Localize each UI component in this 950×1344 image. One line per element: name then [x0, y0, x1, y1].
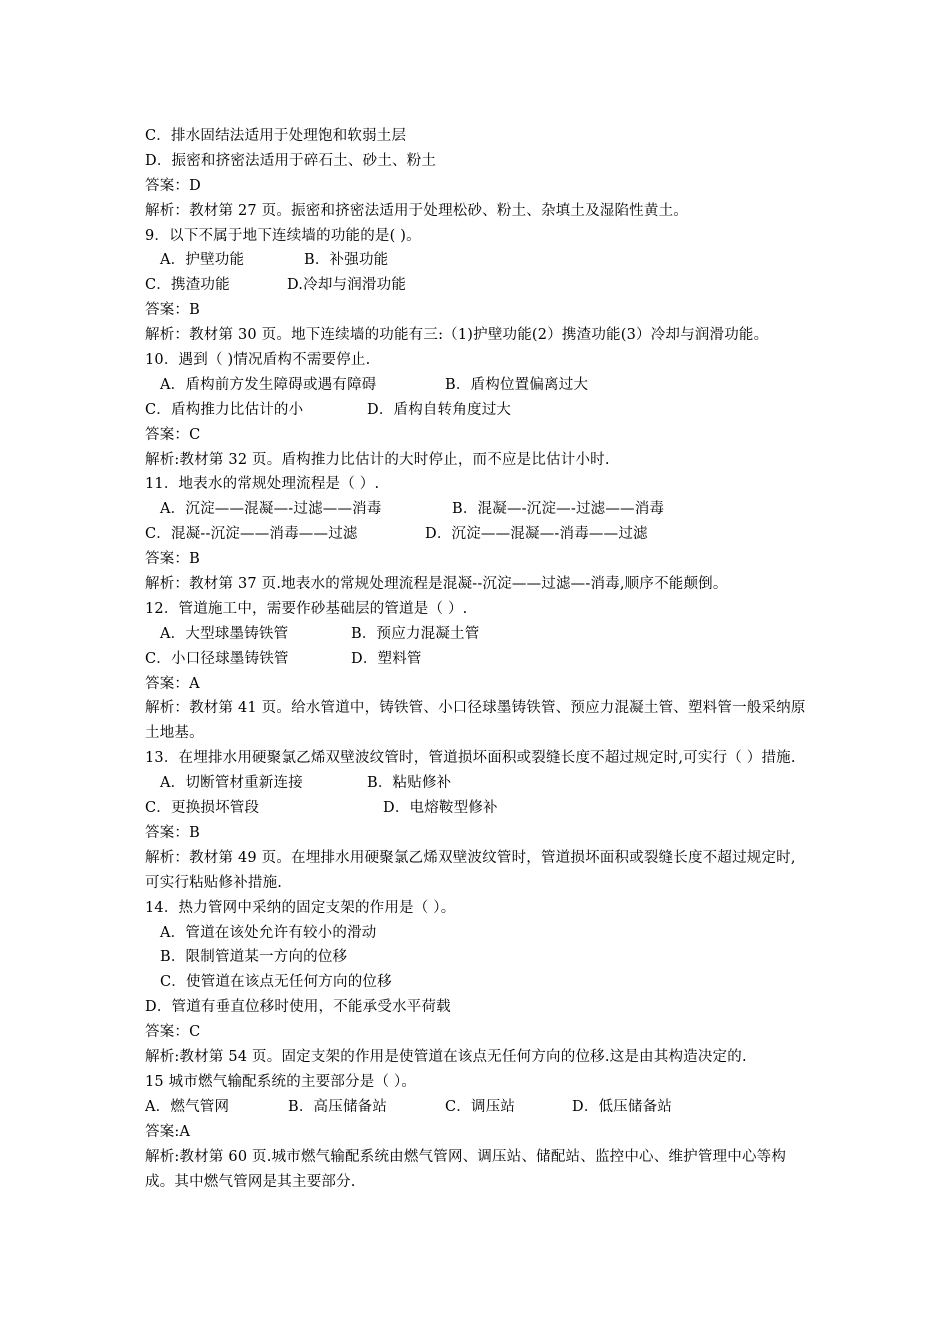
option-d: D．盾构自转角度过大 — [367, 401, 512, 418]
option-b: B．补强功能 — [304, 252, 389, 269]
explanation-15: 解析:教材第 60 页.城市燃气输配系统由燃气管网、调压站、储配站、监控中心、维护管理中心等构成。其中燃气管网是其主要部分. — [145, 1148, 787, 1190]
question-15-options — [145, 1095, 810, 1120]
option-a: A．大型球墨铸铁管 — [160, 625, 289, 642]
option-a: A．沉淀——混凝—-过滤——消毒 — [160, 501, 382, 518]
option-b: B．预应力混凝土管 — [351, 625, 480, 642]
answer-12: 答案：A — [145, 675, 200, 692]
option-c: C．调压站 — [445, 1098, 516, 1115]
option-b: B．限制管道某一方向的位移 — [160, 949, 348, 966]
answer-prev: 答案：D — [145, 177, 201, 194]
answer-9: 答案：B — [145, 302, 200, 319]
explanation-prev: 解析：教材第 27 页。振密和挤密法适用于处理松砂、粉土、杂填土及湿陷性黄土。 — [145, 202, 688, 219]
option-c: C．使管道在该点无任何方向的位移 — [160, 974, 392, 991]
answer-11: 答案：B — [145, 551, 200, 568]
answer-14: 答案：C — [145, 1024, 201, 1041]
option-b: B．混凝—-沉淀—-过滤——消毒 — [452, 501, 665, 518]
question-12: 12．管道施工中，需要作砂基础层的管道是（ ）. — [145, 600, 468, 617]
option-d: D.冷却与润滑功能 — [287, 277, 407, 294]
option-b: B．粘贴修补 — [367, 775, 452, 792]
option-b: B．盾构位置偏离过大 — [445, 376, 589, 393]
option-b: B．高压储备站 — [288, 1098, 388, 1115]
question-10: 10．遇到（ )情况盾构不需要停止. — [145, 352, 371, 369]
question-9: 9．以下不属于地下连续墙的功能的是( )。 — [145, 227, 421, 244]
option-a: A．燃气管网 — [145, 1098, 230, 1115]
question-11: 11．地表水的常规处理流程是（ ）. — [145, 476, 380, 493]
explanation-14: 解析:教材第 54 页。固定支架的作用是使管道在该点无任何方向的位移.这是由其构造决定的. — [145, 1049, 747, 1066]
option-a: A．切断管材重新连接 — [160, 775, 303, 792]
question-13: 13．在埋排水用硬聚氯乙烯双壁波纹管时，管道损坏面积或裂缝长度不超过规定时,可实行（ ）措施. — [145, 750, 796, 767]
option-c-prev: C．排水固结法适用于处理饱和软弱土层 — [145, 128, 407, 144]
explanation-10: 解析:教材第 32 页。盾构推力比估计的大时停止，而不应是比估计小时. — [145, 451, 610, 468]
question-11-options-cd — [145, 522, 810, 547]
option-d: D．电熔鞍型修补 — [383, 800, 498, 817]
explanation-11: 解析：教材第 37 页.地表水的常规处理流程是混凝--沉淀——过滤—-消毒,顺序不能颠倒。 — [145, 576, 728, 593]
option-d: D．低压储备站 — [572, 1098, 673, 1115]
document-body — [145, 124, 810, 1194]
question-10-options-cd — [145, 398, 810, 423]
question-13-options-cd — [145, 796, 810, 821]
option-a: A．护壁功能 — [160, 252, 245, 269]
option-d: D．沉淀——混凝—-消毒——过滤 — [425, 526, 648, 543]
explanation-12: 解析：教材第 41 页。给水管道中，铸铁管、小口径球墨铸铁管、预应力混凝土管、塑料管一般采纳原土地基。 — [145, 700, 806, 742]
option-a: A．盾构前方发生障碍或遇有障碍 — [160, 376, 377, 393]
option-d: D．塑料管 — [351, 650, 422, 667]
question-14: 14．热力管网中采纳的固定支架的作用是（ ）。 — [145, 899, 456, 916]
question-9-options-cd — [145, 273, 810, 298]
option-d: D．管道有垂直位移时使用，不能承受水平荷载 — [145, 999, 451, 1016]
answer-15: 答案:A — [145, 1123, 191, 1140]
question-11-options-ab — [145, 497, 810, 522]
explanation-13: 解析：教材第 49 页。在埋排水用硬聚氯乙烯双壁波纹管时，管道损坏面积或裂缝长度不超过规定时,可实行粘贴修补措施. — [145, 849, 796, 891]
question-12-options-ab — [145, 622, 810, 647]
question-13-options-ab — [145, 771, 810, 796]
question-12-options-cd — [145, 647, 810, 672]
option-a: A．管道在该处允许有较小的滑动 — [160, 924, 377, 941]
option-c: C．携渣功能 — [145, 277, 230, 294]
answer-10: 答案：C — [145, 426, 201, 443]
question-10-options-ab — [145, 373, 810, 398]
option-c: C．混凝--沉淀——消毒——过滤 — [145, 526, 358, 543]
explanation-9: 解析：教材第 30 页。地下连续墙的功能有三:（1)护壁功能(2）携渣功能(3）冷却与润滑功能。 — [145, 327, 769, 344]
answer-13: 答案：B — [145, 824, 200, 841]
option-c: C．更换损坏管段 — [145, 800, 260, 817]
option-c: C．小口径球墨铸铁管 — [145, 650, 289, 667]
question-15: 15 城市燃气输配系统的主要部分是（ ）。 — [145, 1073, 417, 1090]
question-9-options-ab — [145, 248, 810, 273]
option-d-prev: D．振密和挤密法适用于碎石土、砂土、粉土 — [145, 152, 437, 169]
option-c: C．盾构推力比估计的小 — [145, 401, 304, 418]
